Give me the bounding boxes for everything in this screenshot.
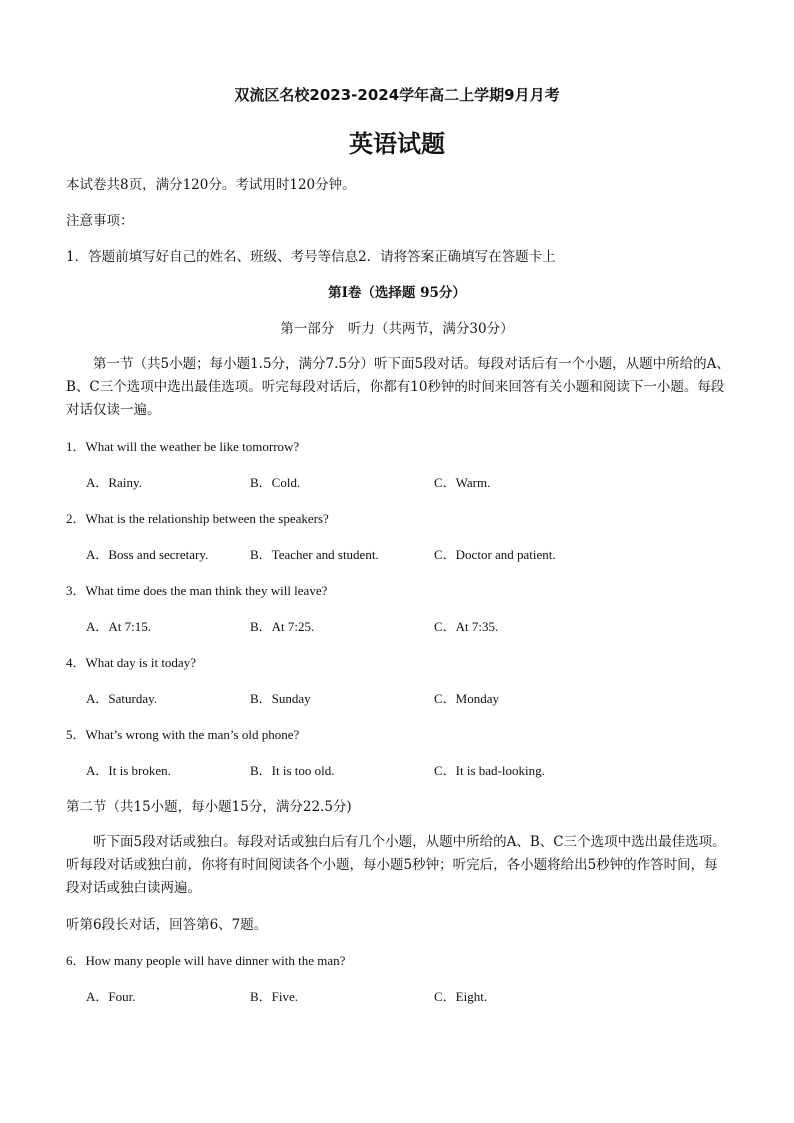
question-6-option-c: C．Eight. [434, 989, 488, 1004]
volume-title: 第I卷（选择题 95分） [328, 285, 466, 301]
question-1-stem: 1．What will the weather be like tomorrow? [66, 439, 300, 454]
question-4-option-a: A．Saturday. [86, 691, 158, 706]
section1-instructions: 第一节（共5小题；每小题1.5分，满分7.5分）听下面5段对话。每段对话后有一个小题，从题中所给的A、B、C三个选项中选出最佳选项。听完每段对话后，你都有10秒钟的时间来回答有关小题和阅读下一小题。每段对话仅读一遍。 [66, 356, 730, 418]
question-5-option-b: B．It is too old. [250, 763, 335, 778]
question-2-option-c: C．Doctor and patient. [434, 547, 556, 562]
subject-title: 英语试题 [349, 130, 445, 158]
part1-title: 第一部分 听力（共两节，满分30分） [280, 321, 514, 337]
question-1-option-c: C．Warm. [434, 475, 491, 490]
notice-item-1: 1．答题前填写好自己的姓名、班级、考号等信息2．请将答案正确填写在答题卡上 [66, 249, 556, 265]
exam-summary: 本试卷共8页，满分120分。考试用时120分钟。 [66, 177, 356, 193]
question-1-option-b: B．Cold. [250, 475, 301, 490]
question-3-option-c: C．At 7:35. [434, 619, 499, 634]
question-3-option-a: A．At 7:15. [86, 619, 152, 634]
question-1-option-a: A．Rainy. [86, 475, 142, 490]
question-5-stem: 5．What’s wrong with the man’s old phone? [66, 727, 300, 742]
question-3-option-b: B．At 7:25. [250, 619, 315, 634]
question-2-stem: 2．What is the relationship between the speakers? [66, 511, 329, 526]
notice-label: 注意事项： [66, 213, 134, 229]
question-6-option-b: B．Five. [250, 989, 299, 1004]
dialog6-intro: 听第6段长对话，回答第6、7题。 [66, 917, 268, 933]
question-3-stem: 3．What time does the man think they will leave? [66, 583, 328, 598]
question-6-option-a: A．Four. [86, 989, 136, 1004]
question-2-option-b: B．Teacher and student. [250, 547, 379, 562]
question-4-stem: 4．What day is it today? [66, 655, 196, 670]
question-6-stem: 6．How many people will have dinner with the man? [66, 953, 346, 968]
question-5-option-a: A．It is broken. [86, 763, 171, 778]
question-2-option-a: A．Boss and secretary. [86, 547, 209, 562]
school-heading: 双流区名校2023-2024学年高二上学期9月月考 [234, 86, 560, 104]
question-4-option-c: C．Monday [434, 691, 500, 706]
section2-instructions: 听下面5段对话或独白。每段对话或独白后有几个小题，从题中所给的A、B、C三个选项中选出最佳选项。听每段对话或独白前，你将有时间阅读各个小题，每小题5秒钟；听完后，各小题将给出5秒钟的作答时间，每段对话或独白读两遍。 [66, 834, 726, 896]
section2-title: 第二节（共15小题，每小题15分，满分22.5分) [66, 799, 352, 815]
question-4-option-b: B．Sunday [250, 691, 311, 706]
question-5-option-c: C．It is bad-looking. [434, 763, 545, 778]
